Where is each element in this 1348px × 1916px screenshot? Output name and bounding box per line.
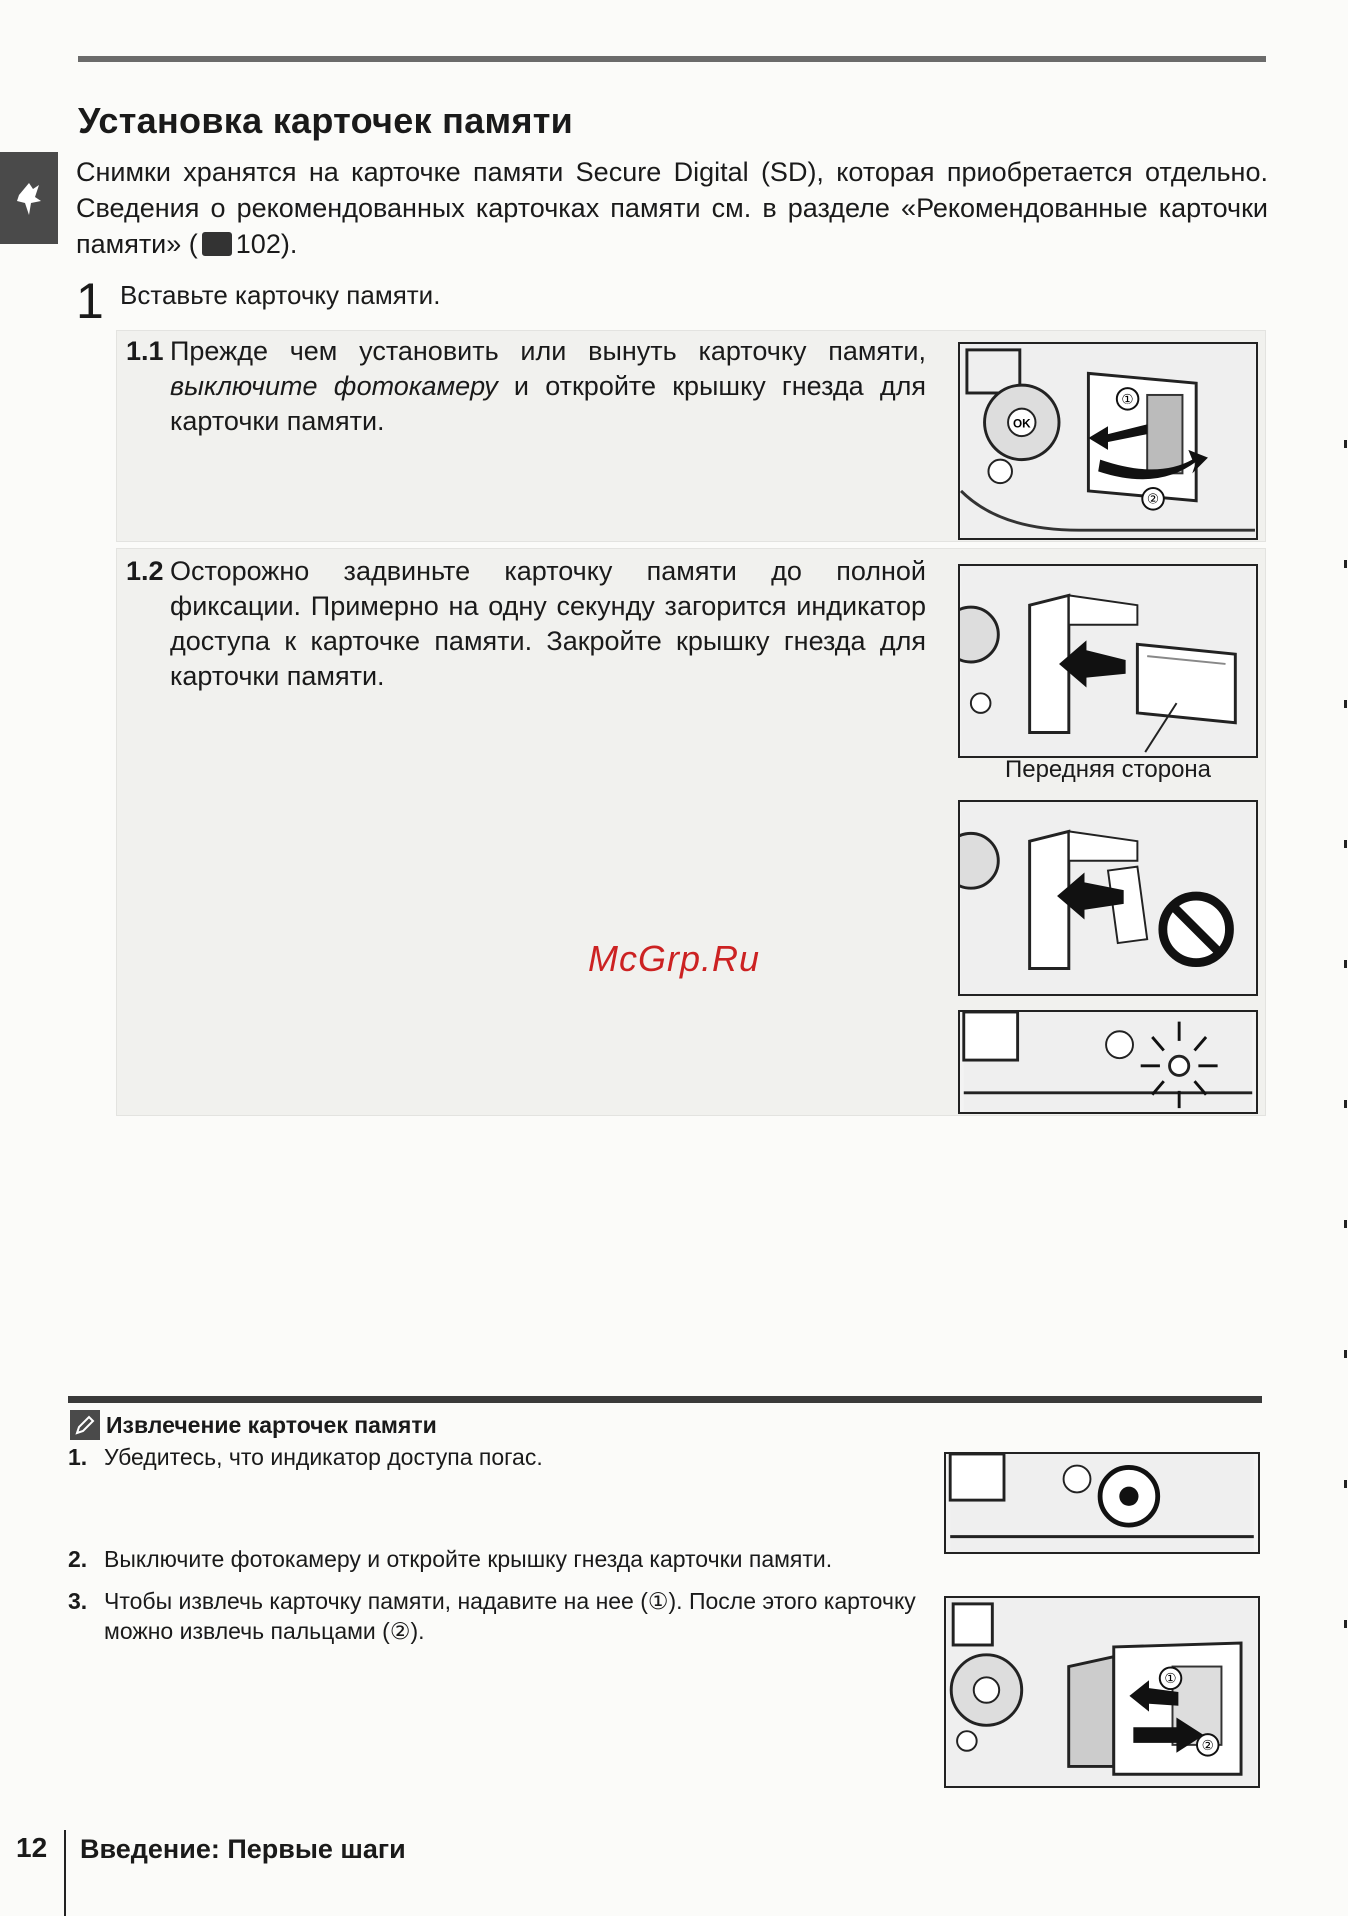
intro-chapter-icon [11, 175, 47, 221]
figure-open-cover [958, 342, 1258, 540]
step-number: 1 [76, 273, 104, 329]
watermark: McGrp.Ru [587, 938, 761, 979]
note-item-text: Чтобы извлечь карточку памяти, надавите на нее (①). После этого карточку можно извлечь пальцами (②). [104, 1588, 916, 1644]
ok-label: OK [1012, 417, 1031, 431]
note-item [68, 1586, 948, 1646]
substep-text-tail: и откройте крышку гнезда для карточки памяти. [170, 371, 926, 436]
note-title-text: Извлечение карточек памяти [106, 1411, 437, 1438]
note-item [68, 1544, 968, 1574]
step-two-marker: ② [1146, 491, 1160, 508]
substep-1-1 [126, 334, 926, 439]
substep-number: 1.1 [126, 336, 164, 366]
note-title [70, 1410, 437, 1440]
figure-access-lamp-on [958, 1010, 1258, 1114]
page-title: Установка карточек памяти [78, 100, 574, 141]
note-item-text: Выключите фотокамеру и откройте крышку гнезда карточки памяти. [104, 1546, 833, 1572]
figure-remove-card [944, 1596, 1260, 1788]
note-item-number: 1. [68, 1444, 88, 1470]
substep-number: 1.2 [126, 556, 164, 586]
note-item [68, 1442, 948, 1472]
note-item-number: 3. [68, 1588, 88, 1614]
note-item-text: Убедитесь, что индикатор доступа погас. [104, 1444, 543, 1470]
figure-access-lamp-off [944, 1452, 1260, 1554]
step-one-marker: ① [1121, 391, 1134, 408]
intro-text: Снимки хранятся на карточке памяти Secure Digital (SD), которая приобретается отдельно. Сведения о рекомендованных карточках памяти см. в разделе «Рекомендованные карточки памяти» ( [76, 157, 1268, 259]
page-reference-icon [202, 232, 232, 256]
figure-insert-card [958, 564, 1258, 758]
note-rule [68, 1396, 1262, 1403]
substep-text: Прежде чем установить или вынуть карточку памяти, [170, 336, 926, 366]
substep-1-2 [126, 554, 926, 694]
section-title: Введение: Первые шаги [80, 1834, 406, 1864]
footer-divider [64, 1830, 66, 1916]
intro-paragraph [76, 154, 1268, 262]
substep-text: Осторожно задвиньте карточку памяти до полной фиксации. Примерно на одну секунду загорится индикатор доступа к карточке памяти. Закройте крышку гнезда для карточки памяти. [170, 556, 926, 691]
figure-caption: Передняя сторона [1004, 756, 1212, 783]
pencil-icon [70, 1410, 100, 1440]
chapter-tab [0, 152, 58, 244]
step-one-marker: ① [1164, 1671, 1177, 1688]
substep-emphasis: выключите фотокамеру [170, 371, 498, 401]
scan-edge-marks [1338, 60, 1348, 1860]
note-item-number: 2. [68, 1546, 88, 1572]
step-two-marker: ② [1201, 1737, 1214, 1754]
intro-ref: 102). [235, 229, 298, 259]
step-text: Вставьте карточку памяти. [120, 280, 441, 310]
top-rule [78, 56, 1266, 62]
page-number: 12 [16, 1832, 48, 1863]
